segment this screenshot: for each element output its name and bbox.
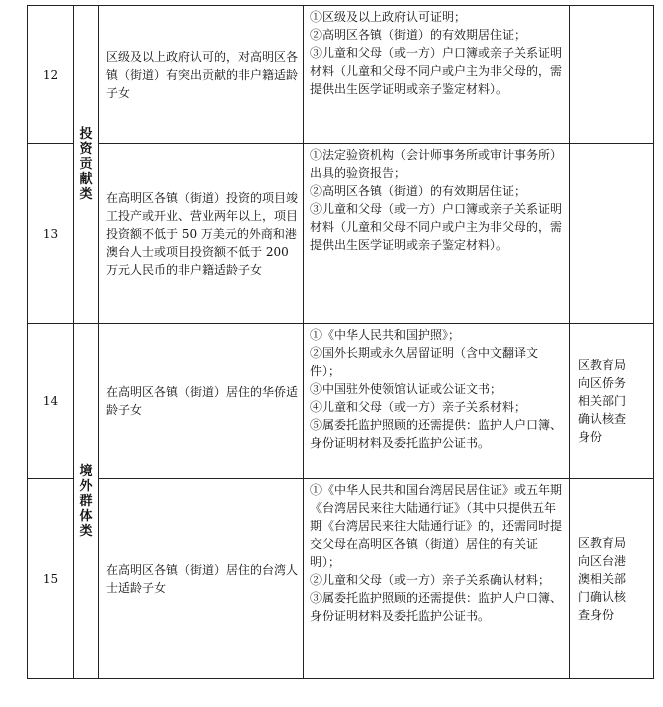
category-cell	[74, 6, 99, 324]
materials-cell	[304, 6, 570, 144]
material-item: ①《中华人民共和国台湾居民居住证》或五年期《台湾居民来往大陆通行证》（其中只提供五年期《台湾居民来往大陆通行证》的，还需同时提交父母在高明区各镇（街道）居住的有关证明）；	[310, 483, 563, 569]
table-row	[28, 6, 654, 144]
material-item: ①法定验资机构（会计师事务所或审计事务所）出具的验资报告；	[310, 148, 563, 180]
material-item: ③儿童和父母（或一方）户口簿或亲子关系证明材料（儿童和父母不同户或户主为非父母的，需提供出生医学证明或亲子鉴定材料）。	[310, 202, 563, 252]
department-cell	[570, 144, 654, 324]
department-cell	[570, 6, 654, 144]
material-item: ④儿童和父母（或一方）亲子关系材料；	[310, 400, 527, 414]
material-item: ③属委托监护照顾的还需提供：监护人户口簿、身份证明材料及委托监护公证书。	[310, 591, 563, 623]
department-cell	[570, 479, 654, 679]
material-item: ①《中华人民共和国护照》；	[310, 328, 461, 342]
department-line: 区教育局	[578, 535, 627, 550]
table-row	[28, 479, 654, 679]
department-line: 向区侨务	[578, 376, 627, 390]
department-line: 身份	[578, 430, 603, 444]
material-item: ③儿童和父母（或一方）户口簿或亲子关系证明材料（儿童和父母不同户或户主为非父母的，需提供出生医学证明或亲子鉴定材料）。	[310, 46, 563, 96]
condition-cell: 区级及以上政府认可的，对高明区各镇（街道）有突出贡献的非户籍适龄子女	[99, 6, 304, 144]
material-item: ②儿童和父母（或一方）亲子关系确认材料；	[310, 573, 551, 587]
material-item: ②高明区各镇（街道）的有效期居住证；	[310, 184, 527, 198]
condition-cell: 在高明区各镇（街道）居住的台湾人士适龄子女	[99, 479, 304, 679]
department-line: 查身份	[578, 607, 615, 622]
department-cell	[570, 324, 654, 479]
category-cell	[74, 324, 99, 679]
material-item: ①区级及以上政府认可证明；	[310, 10, 467, 24]
category-label: 投资贡献类	[79, 127, 93, 202]
material-item: ②国外长期或永久居留证明（含中文翻译文件）；	[310, 346, 539, 378]
condition-cell: 在高明区各镇（街道）投资的项目竣工投产或开业、营业两年以上，项目投资额不低于 50 万美元的外商和港澳台人士或项目投资额不低于 200 万元人民币的非户籍适龄子女	[99, 144, 304, 324]
department-line: 相关部门	[578, 394, 627, 408]
department-line: 区教育局	[578, 358, 627, 372]
materials-cell	[304, 479, 570, 679]
materials-cell	[304, 324, 570, 479]
row-number: 13	[28, 144, 74, 324]
policy-table	[27, 5, 654, 679]
condition-cell: 在高明区各镇（街道）居住的华侨适龄子女	[99, 324, 304, 479]
material-item: ②高明区各镇（街道）的有效期居住证；	[310, 28, 527, 42]
department-line: 确认核查	[578, 412, 627, 426]
table-row	[28, 144, 654, 324]
table-row	[28, 324, 654, 479]
materials-cell	[304, 144, 570, 324]
department-line: 向区台港	[578, 553, 627, 568]
department-line: 门确认核	[578, 589, 627, 604]
row-number: 15	[28, 479, 74, 679]
material-item: ⑤属委托监护照顾的还需提供：监护人户口簿、身份证明材料及委托监护公证书。	[310, 418, 563, 450]
material-item: ③中国驻外使领馆认证或公证文书；	[310, 382, 503, 396]
row-number: 14	[28, 324, 74, 479]
category-label: 境外群体类	[79, 463, 93, 539]
department-line: 澳相关部	[578, 571, 627, 586]
row-number: 12	[28, 6, 74, 144]
